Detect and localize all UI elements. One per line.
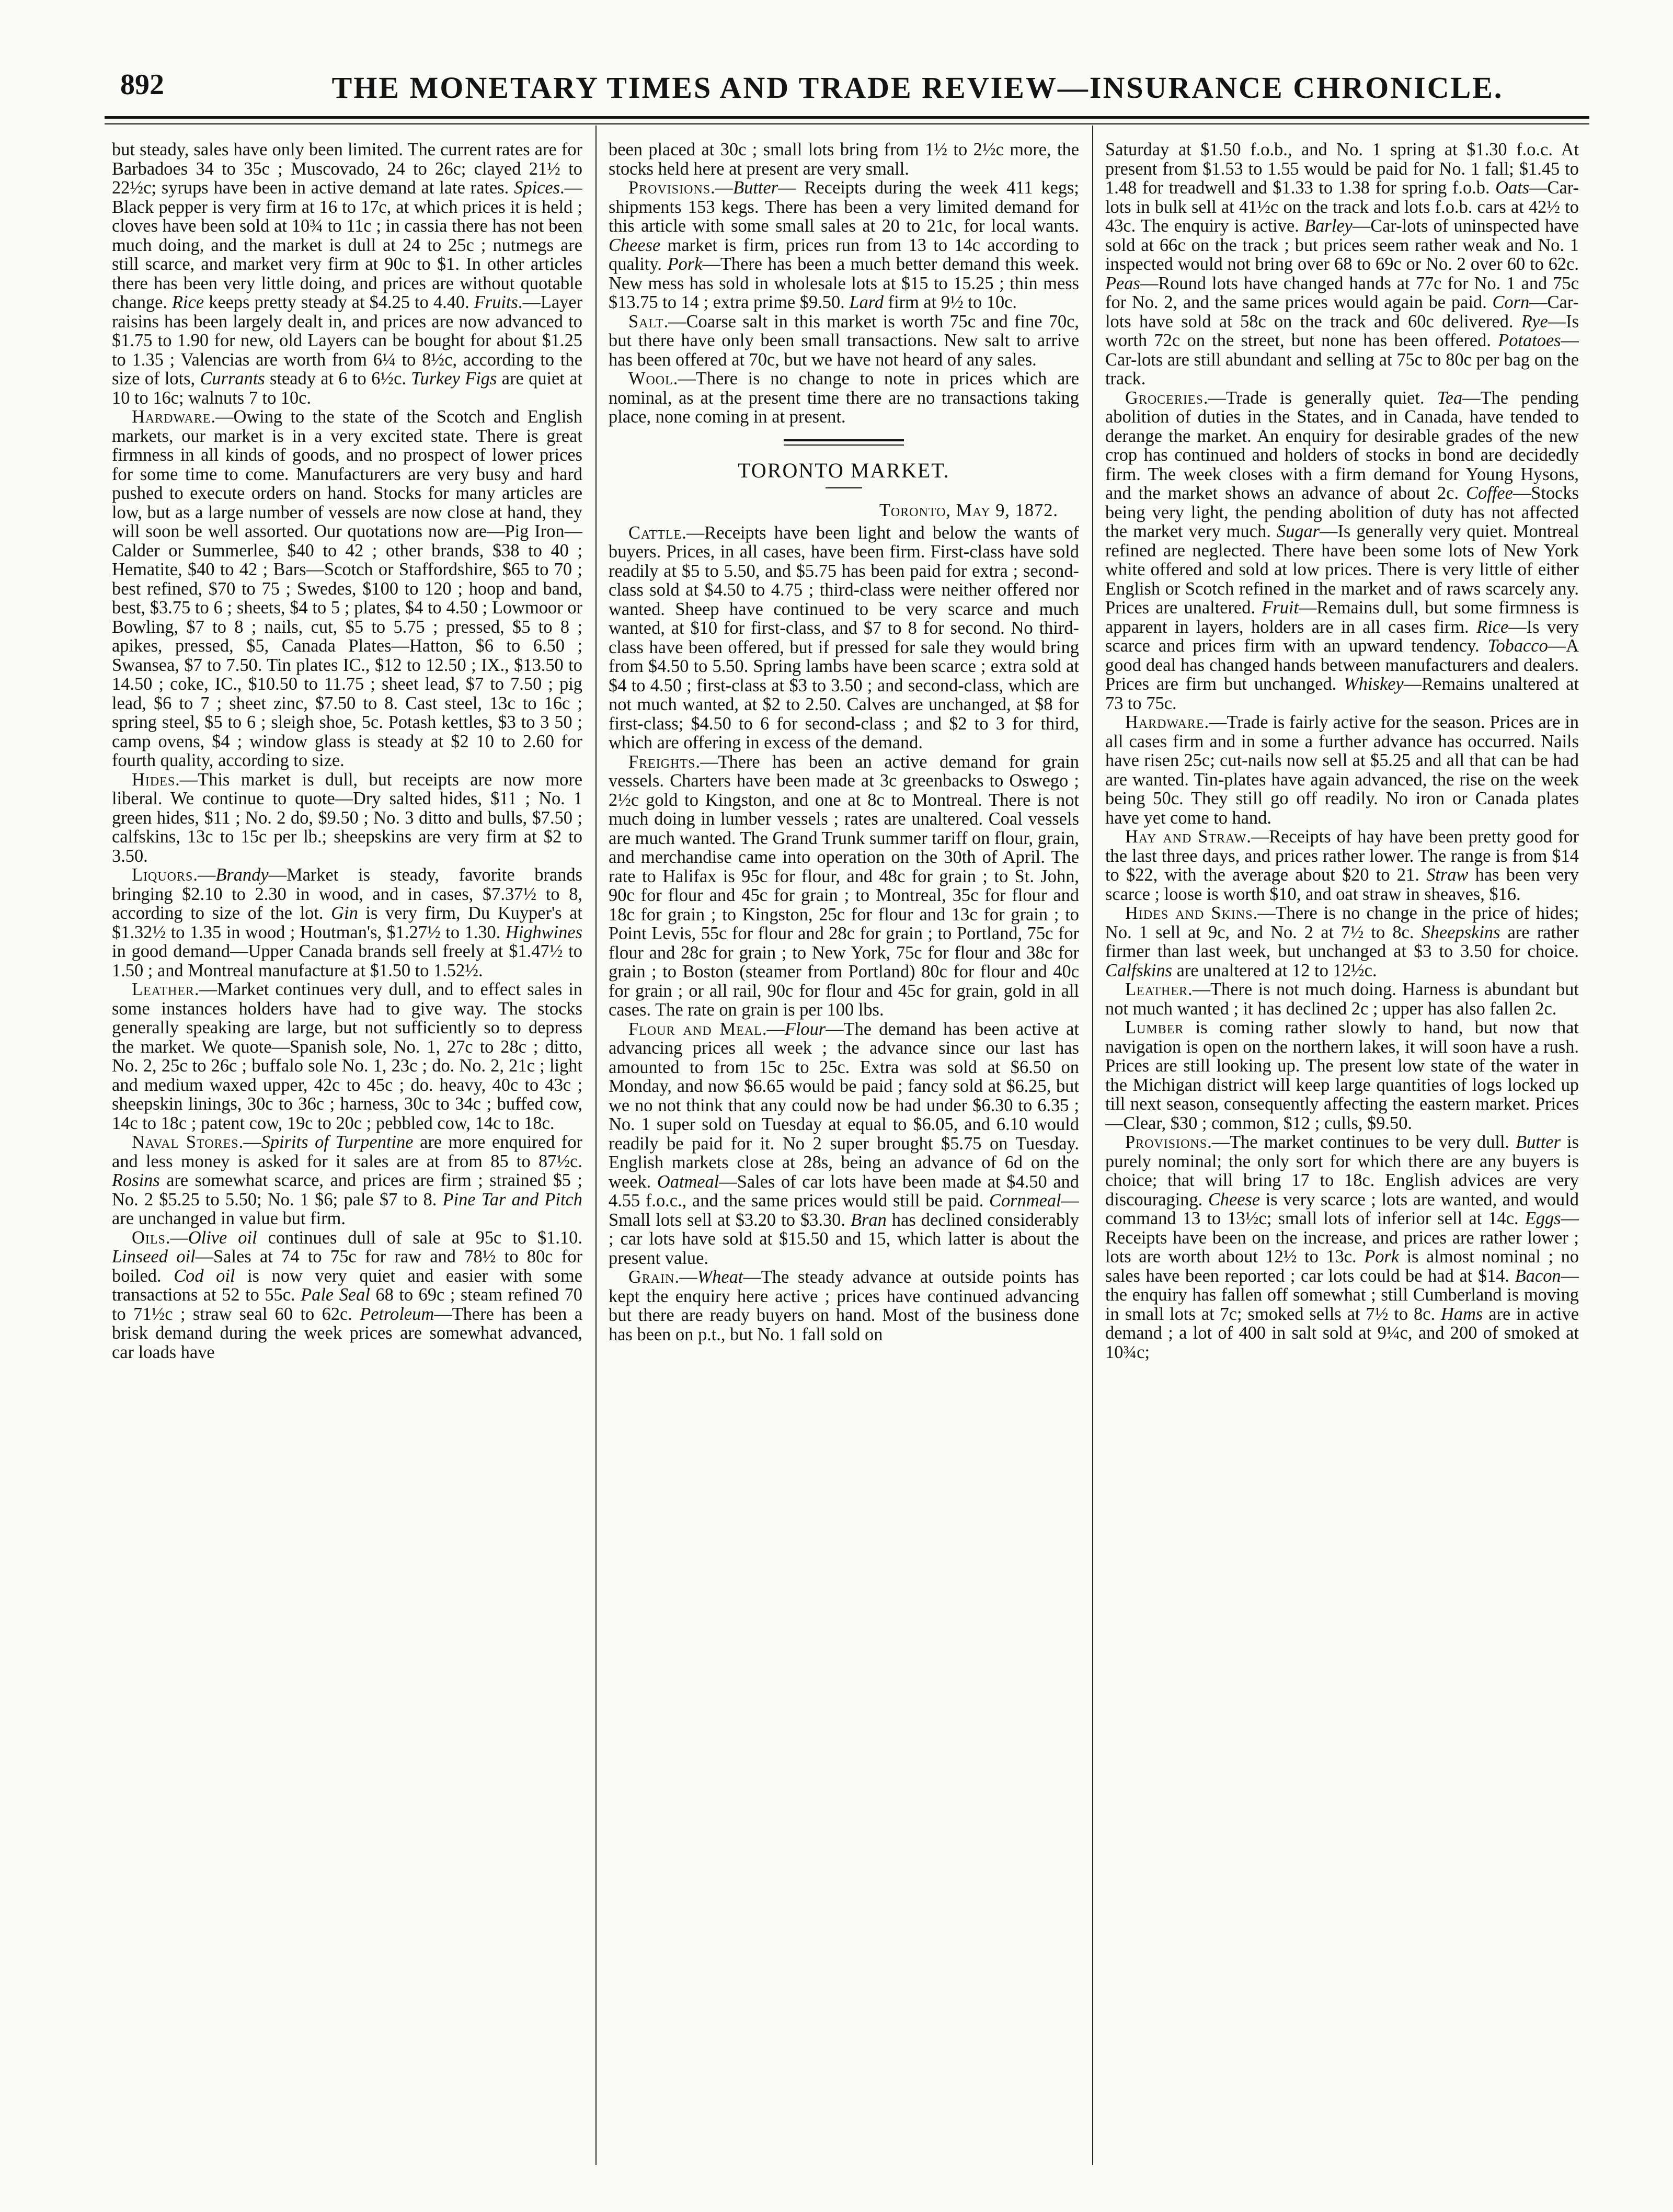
text-run: is coming rather slowly to hand, but now that navigation is open on the northern lakes, it will soon have a rush. Prices are still looking up. The present low state of the water in the Michigan district will keep large quantities of logs locked up till next season, consequently affecting the eastern market. Prices—Clear, $30 ; common, $12 ; culls, $9.50. (1105, 1018, 1579, 1133)
text-run: .— (762, 1019, 785, 1039)
commodity-name: Fruit (1262, 598, 1299, 618)
column-2-body (609, 140, 1079, 427)
article-paragraph (609, 140, 1079, 178)
text-run: —Small lots sell at $3.20 to $3.30. (609, 1191, 1079, 1230)
text-run: —A good deal has changed hands between manufacturers and dealers. Prices are firm but unchanged. (1105, 636, 1579, 694)
article-paragraph (1105, 1133, 1579, 1362)
text-run: —the enquiry has fallen off somewhat ; still Cumberland is moving in small lots at 7c; smoked sells at 7½ to 8c. (1105, 1265, 1579, 1324)
column-3 (1105, 140, 1579, 2169)
text-run: —Remains dull, but some firmness is apparent in layers, holders are in all cases firm. (1105, 598, 1579, 637)
page-header (105, 68, 1589, 105)
article-paragraph (1105, 904, 1579, 980)
header-rule (105, 116, 1589, 119)
section-heading: Provisions (628, 178, 711, 198)
commodity-name: Pale Seal (301, 1285, 370, 1305)
title-rule (826, 487, 862, 488)
commodity-name: Linseed oil (112, 1247, 196, 1267)
text-run: 68 to 69c ; steam refined 70 to 71½c ; straw seal 60 to 62c. (112, 1285, 582, 1324)
text-run: .— (238, 1132, 261, 1152)
commodity-name: Wheat (697, 1267, 743, 1287)
running-title: THE MONETARY TIMES AND TRADE REVIEW—INSURANCE CHRONICLE. (331, 71, 1504, 105)
text-run: keeps pretty steady at $4.25 to 4.40. (204, 292, 474, 312)
text-run: .—Trade is fairly active for the season. Prices are in all cases firm and in some a further advance has occurred. Nails have risen 25c; cut-nails now sell at $5.25 and all that can be had are wanted. Tin-plates have again advanced, the rise on the week being 50c. They still go off readily. No iron or Canada plates have yet come to hand. (1105, 712, 1579, 828)
column-2 (609, 140, 1079, 2169)
text-run: is almost nominal ; no sales have been reported ; car lots could be had at $14. (1105, 1247, 1579, 1286)
article-paragraph (112, 865, 582, 980)
commodity-name: Gin (331, 903, 358, 923)
text-run: .—The market continues to be very dull. (1207, 1132, 1516, 1152)
section-separator (784, 439, 904, 441)
text-run: .—Receipts have been light and below the wants of buyers. Prices, in all cases, have been firm. First-class have sold readily at $5 to 5.50, and $5.75 has been paid for extra ; second-class sold at $4.50 to 4.75 ; third-class were neither offered nor wanted. Sheep have continued to be very scarce and much wanted, at $10 for first-class, and $7 to 8 for second. No third-class have been offered, but if pressed for sale they would bring from $4.50 to 5.50. Spring lambs have been scarce ; extra sold at $4 to 4.50 ; first-class at $3 to 3.50 ; and second-class, which are not much wanted, at $2 to 2.50. Calves are unchanged, at $8 for first-class; $4.50 to 6 for second-class ; and $2 to 3 for third, which are offering in excess of the demand. (609, 522, 1079, 752)
header-rule-thin (105, 123, 1589, 124)
text-run: is very scarce ; lots are wanted, and would command 13 to 13½c; small lots of inferior sell at 14c. (1105, 1189, 1579, 1228)
column-1-body (112, 140, 582, 1362)
commodity-name: Pine Tar and Pitch (442, 1189, 582, 1210)
section-heading: Hides (132, 769, 176, 790)
text-run: —Round lots have changed hands at 77c for No. 1 and 75c for No. 2, and the same prices would again be paid. (1105, 273, 1579, 312)
section-heading: Freights (628, 751, 696, 772)
commodity-name: Pork (1364, 1247, 1400, 1267)
text-run: are in active demand ; a lot of 400 in salt sold at 9¼c, and 200 of smoked at 10¾c; (1105, 1304, 1579, 1362)
section-heading: Cattle (628, 522, 682, 543)
page-number: 892 (120, 69, 164, 101)
commodity-name: Highwines (505, 922, 582, 942)
article-paragraph (112, 1133, 582, 1228)
column-divider (595, 126, 597, 2165)
text-run: —Is worth 72c on the street, but none has been offered. (1105, 311, 1579, 350)
section-heading: Leather (1125, 979, 1188, 999)
article-paragraph (1105, 140, 1579, 389)
section-heading: Oils (132, 1227, 166, 1248)
section-heading: Groceries (1125, 387, 1204, 408)
commodity-name: Spirits of Turpentine (261, 1132, 414, 1152)
text-run: —Car-lots are still abundant and selling at 75c to 80c per bag on the track. (1105, 330, 1579, 389)
text-run: .— (165, 1227, 188, 1248)
article-paragraph (1105, 389, 1579, 713)
text-run: —There has been a brisk demand during the week prices are somewhat advanced, car loads have (112, 1304, 582, 1362)
section-heading: Salt (628, 311, 664, 332)
text-run: continues dull of sale at 95c to $1.10. (257, 1227, 582, 1248)
text-run: has declined considerably ; car lots have sold at $15.50 and 15, which latter is about the present value. (609, 1210, 1079, 1268)
text-run: —Sales of car lots have been made at $4.50 and 4.55 f.o.c., and the same prices would still be paid. (609, 1171, 1079, 1211)
article-paragraph (1105, 980, 1579, 1018)
article-paragraph (1105, 827, 1579, 904)
article-paragraph (1105, 713, 1579, 827)
text-run: steady at 6 to 6½c. (265, 369, 411, 389)
text-run: —Is generally very quiet. Montreal refined are neglected. There have been some lots of New York white offered and sold at low prices. There is very little of either English or Scotch refined in the market and of raws scarcely any. Prices are unaltered. (1105, 521, 1579, 618)
text-run: .— (674, 1267, 697, 1287)
commodity-name: Rice (1476, 617, 1509, 637)
section-heading: Grain (628, 1267, 675, 1287)
text-run: been placed at 30c ; small lots bring from 1½ to 2½c more, the stocks held here at present are very small. (609, 140, 1079, 179)
text-run: .—Market continues very dull, and to effect sales in some instances holders have had to give way. The stocks generally speaking are large, but not sufficiently so to depress the market. We quote—Spanish sole, No. 1, 27c to 28c ; ditto, No. 2, 25c to 26c ; buffalo sole No. 1, 23c ; do. No. 2, 21c ; light and medium waxed upper, 42c to 45c ; do. heavy, 40c to 43c ; sheepskin linings, 30c to 36c ; harness, 30c to 34c ; buffed cow, 14c to 18c ; patent cow, 19c to 20c ; pebbled cow, 14c to 18c. (112, 979, 582, 1133)
article-paragraph (609, 369, 1079, 427)
section-heading: Wool (628, 369, 673, 389)
text-run: .—Layer raisins has been largely dealt in, and prices are now advanced to $1.75 to 1.90 for new, old Layers can be bought for about $1.25 to 1.35 ; Valencias are worth from 6¼ to 8½c, according to the size of lots, (112, 292, 582, 389)
text-run: Saturday at $1.50 f.o.b., and No. 1 spring at $1.30 f.o.c. At present from $1.53 to 1.55 would be paid for No. 1 fall; $1.45 to 1.48 for treadwell and $1.33 to 1.38 for spring f.o.b. (1105, 140, 1579, 198)
article-paragraph (112, 407, 582, 770)
section-heading: Naval Stores (132, 1132, 239, 1152)
text-run: are somewhat scarce, and prices are firm ; strained $5 ; No. 2 $5.25 to 5.50; No. 1 $6; pale $7 to 8. (112, 1170, 582, 1210)
text-run: .—Black pepper is very firm at 16 to 17c, at which prices it is held ; cloves have been sold at 10¾ to 11c ; in cassia there has not been much doing, and the market is dull at 24 to 25c ; nutmegs are still scarce, and market very firm at 90c to $1. In other articles there has been very little doing, and prices are without quotable change. (112, 178, 582, 312)
commodity-name: Eggs (1525, 1208, 1561, 1228)
commodity-name: Rice (172, 292, 204, 312)
commodity-name: Turkey Figs (411, 369, 497, 389)
section-heading: Leather (132, 979, 194, 999)
commodity-name: Tobacco (1487, 636, 1548, 656)
text-run: —Car-lots in bulk sell at 41½c on the track and lots f.o.b. cars at 42½ to 43c. The enquiry is active. (1105, 178, 1579, 236)
commodity-name: Flour (784, 1019, 826, 1039)
text-run: .—Coarse salt in this market is worth 75c and fine 70c, but there have only been small transactions. New salt to arrive has been offered at 70c, but we have not heard of any sales. (609, 311, 1079, 370)
text-run: is very firm, Du Kuyper's at $1.32½ to 1.35 in wood ; Houtman's, $1.27½ to 1.30. (112, 903, 582, 942)
commodity-name: Pork (667, 254, 703, 274)
text-run: are unaltered at 12 to 12½c. (1172, 960, 1377, 980)
article-paragraph (609, 312, 1079, 370)
text-run: —The demand has been active at advancing prices all week ; the advance since our last has amounted to from 15c to 25c. Extra was sold at $6.50 on Monday, and now $6.65 would be paid ; fancy sold at $6.25, but we no not think that any could now be had under $6.30 to 6.35 ; No. 1 super sold on Tuesday at equal to $6.05, and 6.10 would readily be paid for it. No 2 super brought $5.75 on Tuesday. English markets close at 28s, being an advance of 6d on the week. (609, 1019, 1079, 1192)
text-run: —Car-lots have sold at 58c on the track and 60c delivered. (1105, 292, 1579, 332)
commodity-name: Cheese (1208, 1189, 1261, 1210)
commodity-name: Olive oil (188, 1227, 257, 1248)
commodity-name: Calfskins (1105, 960, 1173, 980)
text-run: .— (711, 178, 734, 198)
text-run: —Receipts have been on the increase, and prices are rather lower ; lots are worth about 12½ to 13c. (1105, 1208, 1579, 1267)
text-run: .—Owing to the state of the Scotch and English markets, our market is in a very excited state. There is great firmness in all kinds of goods, and no prospect of lower prices for some time to come. Manufacturers are very busy and hard pushed to execute orders on hand. Stocks for many articles are low, but as a large number of vessels are now close at hand, they will soon be well assorted. Our quotations now are—Pig Iron—Calder or Summerlee, $40 to 42 ; other brands, $38 to 40 ; Hematite, $40 to 42 ; Bars—Scotch or Staffordshire, $65 to 70 ; best refined, $70 to 75 ; Swedes, $100 to 120 ; hoop and band, best, $3.75 to 6 ; sheets, $4 to 5 ; plates, $4 to 4.50 ; Lowmoor or Bowling, $7 to 8 ; nails, cut, $5 to 5.75 ; pressed, $5 to 8 ; apikes, pressed, $5, Canada Plates—Hatton, $6 to 6.50 ; Swansea, $7 to 7.50. Tin plates IC., $12 to 12.50 ; IX., $13.50 to 14.50 ; coke, IC., $10.50 to 11.75 ; sheet lead, $7 to 7.50 ; pig lead, $6 to 7 ; sheet zinc, $7.50 to 8. Cast steel, 13c to 16c ; spring steel, $5 to 6 ; sleigh shoe, 5c. Potash kettles, $3 to 3 50 ; camp ovens, $4 ; window glass is steady at $2 10 to 2.60 for fourth quality, according to size. (112, 407, 582, 770)
text-run: —Remains unaltered at 73 to 75c. (1105, 674, 1579, 713)
commodity-name: Peas (1105, 273, 1140, 293)
column-2-market-body (609, 523, 1079, 1344)
text-run: .—There is no change in the price of hides; No. 1 sell at 9c, and No. 2 at 7½ to 8c. (1105, 903, 1579, 942)
commodity-name: Potatoes (1498, 330, 1561, 350)
section-heading: Hay and Straw (1125, 827, 1247, 847)
commodity-name: Currants (200, 369, 265, 389)
article-paragraph (609, 1020, 1079, 1268)
text-run: is purely nominal; the only sort for which there are any buyers is choice; that will bring 17 to 18c. English advices are very discouraging. (1105, 1132, 1579, 1210)
commodity-name: Cornmeal (989, 1191, 1061, 1211)
dateline: Toronto, May 9, 1872. (879, 500, 1058, 520)
column-divider (1092, 126, 1093, 2165)
commodity-name: Hams (1441, 1304, 1483, 1324)
column-1 (112, 140, 582, 2169)
commodity-name: Sheepskins (1421, 922, 1500, 942)
article-paragraph (112, 770, 582, 866)
section-heading: Provisions (1125, 1132, 1208, 1152)
article-paragraph (609, 752, 1079, 1020)
text-run: —The steady advance at outside points has kept the enquiry here active ; prices have continued advancing but there are ready buyers on hand. Most of the business done has been on p.t., but No. 1 fall sold on (609, 1267, 1079, 1344)
section-heading: Hides and Skins (1125, 903, 1253, 923)
text-run: —The pending abolition of duties in the States, and in Canada, have tended to derange the market. An enquiry for desirable grades of the new crop has continued and holders of stocks in bond are decidedly firm. The week closes with a firm demand for Young Hysons, and the market shows an advance of about 2c. (1105, 387, 1579, 503)
text-run: .—Trade is generally quiet. (1203, 387, 1437, 408)
commodity-name: Rye (1521, 311, 1548, 332)
commodity-name: Straw (1426, 865, 1469, 885)
section-heading: Lumber (1125, 1018, 1184, 1037)
text-run: .—There is not much doing. Harness is abundant but not much wanted ; it has declined 2c ; upper has also fallen 2c. (1105, 979, 1579, 1019)
commodity-name: Sugar (1276, 521, 1320, 541)
commodity-name: Butter (733, 178, 778, 198)
article-paragraph (609, 178, 1079, 312)
article-paragraph (112, 140, 582, 407)
text-run: are unchanged in value but firm. (112, 1208, 346, 1228)
text-run: —Sales at 74 to 75c for raw and 78½ to 80c for boiled. (112, 1247, 582, 1286)
text-run: —Is very scarce and prices firm with an upward tendency. (1105, 617, 1579, 656)
text-run: in good demand—Upper Canada brands sell freely at $1.47½ to 1.50 ; and Montreal manufacture at $1.50 to 1.52½. (112, 941, 582, 980)
commodity-name: Oatmeal (657, 1171, 719, 1192)
text-run: —Car-lots of uninspected have sold at 66c on the track ; but prices seem rather weak and No. 1 inspected would not bring over 68 to 69c or No. 2 over 60 to 62c. (1105, 216, 1579, 274)
commodity-name: Petroleum (360, 1304, 434, 1324)
text-run: are rather firmer than last week, but unchanged at $3 to 3.50 for choice. (1105, 922, 1579, 961)
commodity-name: Whiskey (1344, 674, 1404, 694)
text-run: — Receipts during the week 411 kegs; shipments 153 kegs. There has been a very limited demand for this article with some small sales at 20 to 21c, for local wants. (609, 178, 1079, 236)
section-separator-thin (784, 444, 904, 446)
text-run: market is firm, prices run from 13 to 14c according to quality. (609, 235, 1079, 274)
commodity-name: Lard (849, 292, 884, 312)
text-run: —Market is steady, favorite brands bringing $2.10 to 2.30 in wood, and in cases, $7.37½ to 8, according to size of the lot. (112, 865, 582, 923)
commodity-name: Corn (1492, 292, 1530, 312)
text-run: .—There has been an active demand for grain vessels. Charters have been made at 3c greenbacks to Oswego ; 2½c gold to Kingston, and one at 8c to Montreal. There is not much doing in lumber vessels ; rates are unaltered. Coal vessels are much wanted. The Grand Trunk summer tariff on flour, grain, and merchandise came into operation on the 30th of April. The rate to Halifax is 95c for flour, and 48c for grain ; to St. John, 90c for flour and 45c for grain ; to Montreal, 35c for flour and 18c for grain ; to Kingston, 25c for flour and 13c for grain ; to Point Levis, 55c for flour and 28c for grain ; to Portland, 75c for flour and 28c for grain ; to New York, 75c for flour and 38c for grain ; to Boston (steamer from Portland) 80c for flour and 40c for grain ; or all rail, 90c for flour and 45c for grain, gold in all cases. The rate on grain is per 100 lbs. (609, 751, 1079, 1020)
text-run: has been very scarce ; loose is worth $10, and oat straw in sheaves, $16. (1105, 865, 1579, 904)
section-title: TORONTO MARKET. (738, 458, 950, 482)
text-run: .—Receipts of hay have been pretty good for the last three days, and prices rather lower. The range is from $14 to $22, with the average about $20 to 21. (1105, 827, 1579, 885)
commodity-name: Barley (1304, 216, 1353, 236)
article-paragraph (112, 1228, 582, 1362)
text-run: —There has been a much better demand this week. New mess has sold in wholesale lots at $15 to 15.25 ; thin mess $13.75 to 14 ; extra prime $9.50. (609, 254, 1079, 312)
text-run: but steady, sales have only been limited. The current rates are for Barbadoes 34 to 35c ; Muscovado, 24 to 26c; clayed 21½ to 22½c; syrups have been in active demand at late rates. (112, 140, 582, 198)
commodity-name: Bran (851, 1210, 887, 1230)
commodity-name: Cod oil (174, 1265, 235, 1286)
section-heading: Flour and Meal (628, 1019, 762, 1039)
commodity-name: Bacon (1515, 1265, 1561, 1286)
text-run: .—This market is dull, but receipts are now more liberal. We continue to quote—Dry salted hides, $11 ; No. 1 green hides, $11 ; No. 2 do, $9.50 ; No. 3 ditto and bulls, $7.50 ; calfskins, 13c to 15c per lb.; sheepskins are very firm at $2 to 3.50. (112, 769, 582, 866)
section-heading: Hardware (132, 407, 211, 427)
text-run: —Stocks being very light, the pending abolition of duty has not affected the market very much. (1105, 483, 1579, 541)
article-paragraph (609, 1268, 1079, 1344)
article-paragraph (609, 523, 1079, 752)
commodity-name: Brandy (215, 865, 269, 885)
commodity-name: Rosins (112, 1170, 160, 1190)
text-run: .—There is no change to note in prices which are nominal, as at the present time there are no transactions taking place, none coming in at present. (609, 369, 1079, 427)
commodity-name: Spices (514, 178, 560, 198)
text-run: are more enquired for and less money is asked for it sales are at from 85 to 87½c. (112, 1132, 582, 1171)
text-run: is now very quiet and easier with some transactions at 52 to 55c. (112, 1265, 582, 1305)
commodity-name: Coffee (1466, 483, 1513, 503)
article-paragraph (112, 980, 582, 1133)
commodity-name: Cheese (609, 235, 661, 255)
section-heading: Hardware (1125, 712, 1205, 732)
commodity-name: Butter (1516, 1132, 1561, 1152)
article-paragraph (1105, 1018, 1579, 1133)
text-run: are quiet at 10 to 16c; walnuts 7 to 10c. (112, 369, 582, 408)
text-run: firm at 9½ to 10c. (884, 292, 1017, 312)
commodity-name: Oats (1495, 178, 1530, 198)
commodity-name: Fruits (474, 292, 518, 312)
column-3-body (1105, 140, 1579, 1362)
text-run: .— (193, 865, 216, 885)
commodity-name: Tea (1437, 387, 1463, 408)
section-heading: Liquors (132, 865, 193, 885)
